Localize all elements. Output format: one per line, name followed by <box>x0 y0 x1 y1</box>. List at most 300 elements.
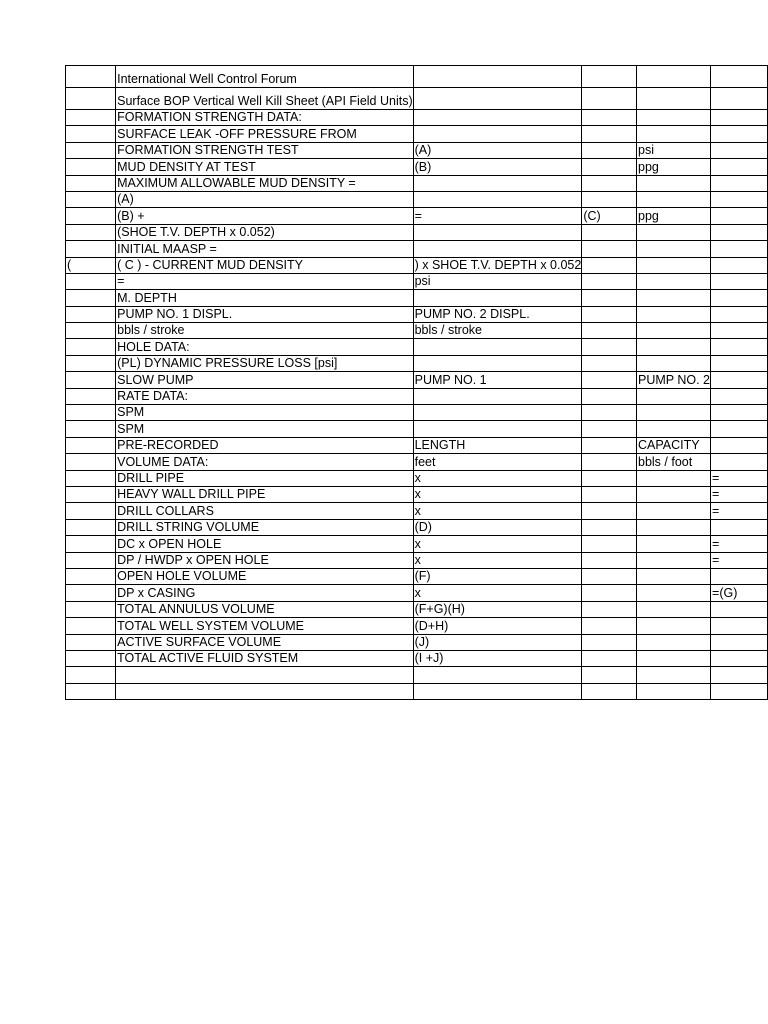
sheet-cell[interactable] <box>116 110 413 126</box>
sheet-cell[interactable] <box>66 110 116 126</box>
sheet-cell[interactable] <box>413 159 582 175</box>
sheet-cell[interactable] <box>413 126 582 142</box>
cell-text: (F+G)(H) <box>414 602 465 617</box>
sheet-cell[interactable] <box>66 208 116 224</box>
sheet-cell[interactable] <box>637 519 711 535</box>
sheet-cell[interactable] <box>66 437 116 453</box>
sheet-cell[interactable] <box>116 208 413 224</box>
sheet-cell[interactable] <box>711 66 768 88</box>
sheet-cell[interactable] <box>582 290 637 306</box>
sheet-cell[interactable] <box>413 503 582 519</box>
sheet-cell[interactable] <box>711 273 768 289</box>
sheet-cell[interactable] <box>711 618 768 634</box>
sheet-cell[interactable] <box>413 405 582 421</box>
sheet-cell[interactable] <box>66 191 116 207</box>
sheet-cell[interactable] <box>582 601 637 617</box>
sheet-cell[interactable] <box>711 683 768 699</box>
sheet-row <box>66 437 768 453</box>
sheet-cell[interactable] <box>413 290 582 306</box>
sheet-cell[interactable] <box>637 339 711 355</box>
sheet-cell[interactable] <box>582 618 637 634</box>
sheet-cell[interactable] <box>413 437 582 453</box>
sheet-cell[interactable] <box>582 421 637 437</box>
sheet-cell[interactable] <box>711 159 768 175</box>
sheet-cell[interactable] <box>66 585 116 601</box>
sheet-cell[interactable] <box>413 142 582 158</box>
cell-text: (J) <box>414 634 430 649</box>
sheet-cell[interactable] <box>116 683 413 699</box>
sheet-cell[interactable] <box>66 388 116 404</box>
sheet-cell[interactable] <box>582 650 637 666</box>
sheet-cell[interactable] <box>711 126 768 142</box>
sheet-row <box>66 618 768 634</box>
sheet-cell[interactable] <box>116 224 413 240</box>
sheet-cell[interactable] <box>116 191 413 207</box>
sheet-cell[interactable] <box>582 437 637 453</box>
sheet-cell[interactable] <box>637 568 711 584</box>
sheet-cell[interactable] <box>413 241 582 257</box>
cell-text: TOTAL ANNULUS VOLUME <box>117 602 275 617</box>
sheet-cell[interactable] <box>413 257 582 273</box>
sheet-cell[interactable] <box>413 306 582 322</box>
sheet-cell[interactable] <box>66 601 116 617</box>
sheet-cell[interactable] <box>637 667 711 683</box>
sheet-cell[interactable] <box>116 257 413 273</box>
sheet-row <box>66 126 768 142</box>
sheet-cell[interactable] <box>116 273 413 289</box>
sheet-row <box>66 405 768 421</box>
cell-text: TOTAL ACTIVE FLUID SYSTEM <box>117 651 299 666</box>
sheet-cell[interactable] <box>582 470 637 486</box>
cell-text: (D+H) <box>414 618 449 633</box>
sheet-row <box>66 290 768 306</box>
sheet-cell[interactable] <box>413 388 582 404</box>
sheet-cell[interactable] <box>66 142 116 158</box>
sheet-cell[interactable] <box>711 224 768 240</box>
sheet-cell[interactable] <box>582 667 637 683</box>
sheet-cell[interactable] <box>116 405 413 421</box>
sheet-cell[interactable] <box>711 306 768 322</box>
sheet-cell[interactable] <box>66 273 116 289</box>
sheet-cell[interactable] <box>66 503 116 519</box>
cell-text: ACTIVE SURFACE VOLUME <box>117 634 282 649</box>
sheet-cell[interactable] <box>66 306 116 322</box>
sheet-row <box>66 159 768 175</box>
sheet-cell[interactable] <box>66 421 116 437</box>
sheet-cell[interactable] <box>711 486 768 502</box>
sheet-cell[interactable] <box>413 339 582 355</box>
sheet-cell[interactable] <box>116 142 413 158</box>
sheet-cell[interactable] <box>711 191 768 207</box>
sheet-cell[interactable] <box>637 536 711 552</box>
cell-text: feet <box>414 454 436 469</box>
sheet-cell[interactable] <box>116 618 413 634</box>
sheet-row <box>66 257 768 273</box>
sheet-cell[interactable] <box>637 601 711 617</box>
sheet-cell[interactable] <box>582 585 637 601</box>
sheet-cell[interactable] <box>66 486 116 502</box>
cell-text: PRE-RECORDED <box>117 438 219 453</box>
sheet-cell[interactable] <box>116 437 413 453</box>
sheet-cell[interactable] <box>582 552 637 568</box>
sheet-row <box>66 568 768 584</box>
sheet-cell[interactable] <box>637 191 711 207</box>
cell-text: RATE DATA: <box>117 389 188 404</box>
sheet-cell[interactable] <box>413 175 582 191</box>
cell-text: (D) <box>414 520 432 535</box>
sheet-cell[interactable] <box>582 66 637 88</box>
cell-text: MUD DENSITY AT TEST <box>117 159 256 174</box>
sheet-cell[interactable] <box>116 585 413 601</box>
sheet-row <box>66 224 768 240</box>
cell-text: = <box>414 208 422 223</box>
sheet-cell[interactable] <box>116 175 413 191</box>
sheet-cell[interactable] <box>711 503 768 519</box>
sheet-cell[interactable] <box>711 536 768 552</box>
sheet-cell[interactable] <box>637 306 711 322</box>
cell-text: CAPACITY <box>638 438 700 453</box>
sheet-row <box>66 519 768 535</box>
sheet-cell[interactable] <box>413 191 582 207</box>
sheet-cell[interactable] <box>66 683 116 699</box>
sheet-cell[interactable] <box>116 667 413 683</box>
sheet-row <box>66 191 768 207</box>
sheet-cell[interactable] <box>637 142 711 158</box>
sheet-cell[interactable] <box>116 159 413 175</box>
sheet-cell[interactable] <box>637 126 711 142</box>
cell-text: ( C ) - CURRENT MUD DENSITY <box>117 257 304 272</box>
cell-text: = <box>117 274 125 289</box>
sheet-cell[interactable] <box>637 470 711 486</box>
sheet-row <box>66 601 768 617</box>
sheet-cell[interactable] <box>637 224 711 240</box>
sheet-cell[interactable] <box>582 88 637 110</box>
sheet-cell[interactable] <box>637 175 711 191</box>
cell-text: SURFACE LEAK -OFF PRESSURE FROM <box>117 126 357 141</box>
cell-text: bbls / stroke <box>414 323 482 338</box>
sheet-cell[interactable] <box>116 634 413 650</box>
sheet-cell[interactable] <box>413 650 582 666</box>
sheet-cell[interactable] <box>116 388 413 404</box>
cell-text: DRILL COLLARS <box>117 503 214 518</box>
sheet-cell[interactable] <box>582 323 637 339</box>
sheet-cell[interactable] <box>413 323 582 339</box>
sheet-cell[interactable] <box>413 486 582 502</box>
sheet-cell[interactable] <box>711 355 768 371</box>
sheet-cell[interactable] <box>413 601 582 617</box>
sheet-cell[interactable] <box>711 650 768 666</box>
sheet-cell[interactable] <box>582 126 637 142</box>
sheet-cell[interactable] <box>413 470 582 486</box>
sheet-cell[interactable] <box>413 568 582 584</box>
cell-text: x <box>414 470 421 485</box>
sheet-cell[interactable] <box>711 208 768 224</box>
sheet-cell[interactable] <box>66 372 116 388</box>
sheet-cell[interactable] <box>116 339 413 355</box>
sheet-cell[interactable] <box>582 273 637 289</box>
sheet-cell[interactable] <box>413 634 582 650</box>
sheet-cell[interactable] <box>66 159 116 175</box>
sheet-cell[interactable] <box>413 519 582 535</box>
cell-text: = <box>712 487 720 502</box>
sheet-cell[interactable] <box>66 257 116 273</box>
sheet-cell[interactable] <box>637 88 711 110</box>
sheet-row <box>66 339 768 355</box>
sheet-cell[interactable] <box>582 142 637 158</box>
cell-text: FORMATION STRENGTH DATA: <box>117 110 302 125</box>
sheet-cell[interactable] <box>637 290 711 306</box>
cell-text: FORMATION STRENGTH TEST <box>117 143 299 158</box>
cell-text: =(G) <box>712 585 738 600</box>
sheet-cell[interactable] <box>637 257 711 273</box>
sheet-cell[interactable] <box>66 126 116 142</box>
cell-text: ) x SHOE T.V. DEPTH x 0.052 <box>414 257 582 272</box>
cell-text: DP x CASING <box>117 585 196 600</box>
sheet-cell[interactable] <box>711 634 768 650</box>
sheet-cell[interactable] <box>66 175 116 191</box>
cell-text: SLOW PUMP <box>117 372 194 387</box>
sheet-cell[interactable] <box>711 241 768 257</box>
sheet-cell[interactable] <box>582 536 637 552</box>
sheet-cell[interactable] <box>582 355 637 371</box>
sheet-cell[interactable] <box>116 88 413 110</box>
sheet-cell[interactable] <box>413 683 582 699</box>
cell-text: (SHOE T.V. DEPTH x 0.052) <box>117 225 275 240</box>
sheet-cell[interactable] <box>116 470 413 486</box>
sheet-cell[interactable] <box>711 257 768 273</box>
sheet-cell[interactable] <box>637 503 711 519</box>
sheet-cell[interactable] <box>582 257 637 273</box>
sheet-cell[interactable] <box>637 323 711 339</box>
sheet-row <box>66 88 768 110</box>
sheet-cell[interactable] <box>711 421 768 437</box>
sheet-cell[interactable] <box>637 454 711 470</box>
sheet-cell[interactable] <box>582 110 637 126</box>
sheet-cell[interactable] <box>582 454 637 470</box>
sheet-cell[interactable] <box>116 323 413 339</box>
sheet-cell[interactable] <box>413 421 582 437</box>
sheet-cell[interactable] <box>711 667 768 683</box>
sheet-cell[interactable] <box>582 159 637 175</box>
sheet-cell[interactable] <box>116 241 413 257</box>
cell-text: PUMP NO. 2 <box>638 372 711 387</box>
sheet-cell[interactable] <box>116 568 413 584</box>
sheet-cell[interactable] <box>582 388 637 404</box>
sheet-cell[interactable] <box>637 405 711 421</box>
sheet-cell[interactable] <box>711 142 768 158</box>
sheet-cell[interactable] <box>66 339 116 355</box>
sheet-cell[interactable] <box>637 372 711 388</box>
sheet-cell[interactable] <box>66 405 116 421</box>
sheet-cell[interactable] <box>637 683 711 699</box>
sheet-cell[interactable] <box>582 208 637 224</box>
cell-text: TOTAL WELL SYSTEM VOLUME <box>117 618 304 633</box>
sheet-cell[interactable] <box>66 552 116 568</box>
sheet-row <box>66 536 768 552</box>
sheet-cell[interactable] <box>711 470 768 486</box>
sheet-cell[interactable] <box>637 634 711 650</box>
sheet-row <box>66 486 768 502</box>
sheet-cell[interactable] <box>711 437 768 453</box>
sheet-cell[interactable] <box>637 208 711 224</box>
sheet-cell[interactable] <box>116 503 413 519</box>
sheet-cell[interactable] <box>582 405 637 421</box>
sheet-row <box>66 454 768 470</box>
sheet-cell[interactable] <box>66 650 116 666</box>
sheet-cell[interactable] <box>582 519 637 535</box>
sheet-cell[interactable] <box>66 470 116 486</box>
sheet-cell[interactable] <box>116 601 413 617</box>
sheet-cell[interactable] <box>66 568 116 584</box>
sheet-cell[interactable] <box>582 306 637 322</box>
sheet-cell[interactable] <box>66 536 116 552</box>
sheet-cell[interactable] <box>413 208 582 224</box>
sheet-cell[interactable] <box>116 372 413 388</box>
sheet-cell[interactable] <box>582 175 637 191</box>
sheet-cell[interactable] <box>116 519 413 535</box>
cell-text: x <box>414 552 421 567</box>
sheet-cell[interactable] <box>711 175 768 191</box>
sheet-cell[interactable] <box>711 601 768 617</box>
sheet-cell[interactable] <box>582 486 637 502</box>
sheet-cell[interactable] <box>66 634 116 650</box>
sheet-cell[interactable] <box>116 306 413 322</box>
cell-text: (A) <box>414 143 432 158</box>
sheet-cell[interactable] <box>116 355 413 371</box>
sheet-row <box>66 470 768 486</box>
sheet-cell[interactable] <box>637 437 711 453</box>
sheet-cell[interactable] <box>582 224 637 240</box>
sheet-cell[interactable] <box>413 355 582 371</box>
sheet-cell[interactable] <box>711 454 768 470</box>
sheet-cell[interactable] <box>637 552 711 568</box>
sheet-cell[interactable] <box>116 454 413 470</box>
cell-text: PUMP NO. 1 <box>414 372 487 387</box>
sheet-cell[interactable] <box>66 88 116 110</box>
sheet-cell[interactable] <box>413 110 582 126</box>
sheet-cell[interactable] <box>116 486 413 502</box>
sheet-cell[interactable] <box>413 66 582 88</box>
cell-text: SPM <box>117 421 145 436</box>
sheet-row <box>66 66 768 88</box>
sheet-cell[interactable] <box>66 618 116 634</box>
sheet-cell[interactable] <box>116 290 413 306</box>
sheet-cell[interactable] <box>637 159 711 175</box>
cell-text: x <box>414 487 421 502</box>
sheet-cell[interactable] <box>413 88 582 110</box>
sheet-cell[interactable] <box>582 503 637 519</box>
cell-text: (F) <box>414 569 431 584</box>
sheet-cell[interactable] <box>413 372 582 388</box>
sheet-cell[interactable] <box>582 634 637 650</box>
sheet-cell[interactable] <box>711 323 768 339</box>
sheet-cell[interactable] <box>116 421 413 437</box>
sheet-cell[interactable] <box>711 110 768 126</box>
sheet-cell[interactable] <box>413 618 582 634</box>
sheet-cell[interactable] <box>711 568 768 584</box>
sheet-cell[interactable] <box>413 585 582 601</box>
sheet-cell[interactable] <box>116 536 413 552</box>
sheet-cell[interactable] <box>637 241 711 257</box>
sheet-cell[interactable] <box>711 552 768 568</box>
sheet-cell[interactable] <box>66 667 116 683</box>
sheet-cell[interactable] <box>66 519 116 535</box>
cell-text: bbls / stroke <box>117 323 185 338</box>
sheet-cell[interactable] <box>66 66 116 88</box>
sheet-cell[interactable] <box>413 552 582 568</box>
cell-text: psi <box>638 143 654 158</box>
cell-text: INITIAL MAASP = <box>117 241 217 256</box>
cell-text: HOLE DATA: <box>117 339 190 354</box>
sheet-cell[interactable] <box>66 241 116 257</box>
sheet-cell[interactable] <box>711 585 768 601</box>
cell-text: = <box>712 536 720 551</box>
sheet-cell[interactable] <box>711 88 768 110</box>
sheet-cell[interactable] <box>711 388 768 404</box>
sheet-cell[interactable] <box>413 667 582 683</box>
sheet-row <box>66 634 768 650</box>
sheet-cell[interactable] <box>637 585 711 601</box>
sheet-cell[interactable] <box>711 290 768 306</box>
sheet-cell[interactable] <box>637 650 711 666</box>
sheet-cell[interactable] <box>582 372 637 388</box>
sheet-cell[interactable] <box>413 224 582 240</box>
cell-text: LENGTH <box>414 438 466 453</box>
sheet-row <box>66 110 768 126</box>
sheet-row <box>66 683 768 699</box>
sheet-cell[interactable] <box>116 552 413 568</box>
sheet-cell[interactable] <box>637 110 711 126</box>
cell-text: (C) <box>583 208 601 223</box>
sheet-cell[interactable] <box>582 191 637 207</box>
sheet-cell[interactable] <box>582 568 637 584</box>
sheet-cell[interactable] <box>66 224 116 240</box>
sheet-cell[interactable] <box>66 454 116 470</box>
sheet-cell[interactable] <box>711 405 768 421</box>
sheet-cell[interactable] <box>66 323 116 339</box>
sheet-cell[interactable] <box>711 372 768 388</box>
cell-text: (A) <box>117 192 134 207</box>
sheet-cell[interactable] <box>66 290 116 306</box>
sheet-cell[interactable] <box>711 339 768 355</box>
sheet-cell[interactable] <box>116 126 413 142</box>
sheet-cell[interactable] <box>582 241 637 257</box>
sheet-cell[interactable] <box>413 454 582 470</box>
sheet-cell[interactable] <box>116 650 413 666</box>
sheet-row <box>66 372 768 388</box>
sheet-cell[interactable] <box>637 66 711 88</box>
sheet-cell[interactable] <box>116 66 413 88</box>
cell-text: SPM <box>117 405 145 420</box>
sheet-cell[interactable] <box>637 618 711 634</box>
sheet-cell[interactable] <box>413 536 582 552</box>
sheet-cell[interactable] <box>637 388 711 404</box>
cell-text: Surface BOP Vertical Well Kill Sheet (API Field Units) <box>117 94 413 108</box>
sheet-cell[interactable] <box>637 355 711 371</box>
cell-text: DRILL PIPE <box>117 470 185 485</box>
cell-text: (B) <box>414 159 432 174</box>
sheet-cell[interactable] <box>637 273 711 289</box>
sheet-cell[interactable] <box>711 519 768 535</box>
sheet-cell[interactable] <box>66 355 116 371</box>
sheet-cell[interactable] <box>637 486 711 502</box>
kill-sheet-body <box>66 66 768 700</box>
cell-text: VOLUME DATA: <box>117 454 209 469</box>
sheet-cell[interactable] <box>413 273 582 289</box>
sheet-cell[interactable] <box>582 683 637 699</box>
sheet-cell[interactable] <box>637 421 711 437</box>
sheet-cell[interactable] <box>582 339 637 355</box>
